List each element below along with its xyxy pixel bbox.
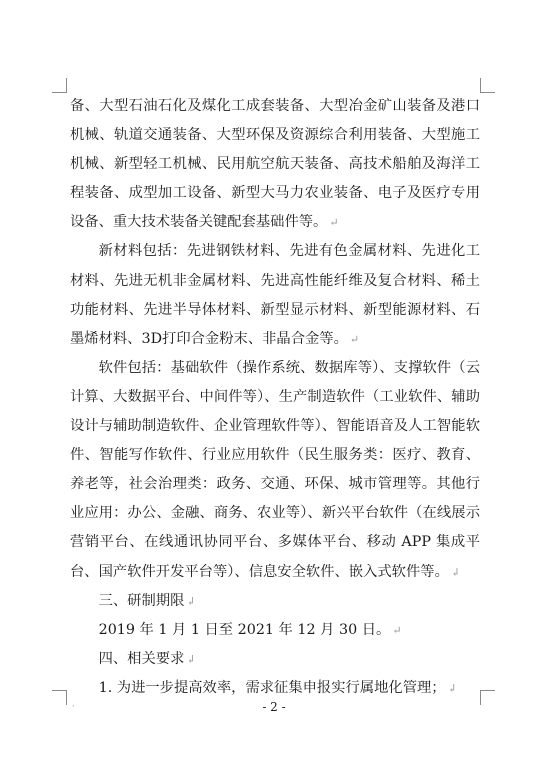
paragraph-text: 1. 为进一步提高效率，需求征集申报实行属地化管理； [98,679,446,696]
paragraph-software [70,354,480,587]
heading-development-period [70,587,480,616]
paragraph-mark: ↵ [329,216,339,230]
heading-text: 三、研制期限 [98,592,185,609]
paragraph-text: 备、大型石油石化及煤化工成套装备、大型冶金矿山装备及港口机械、轨道交通装备、大型环保及资源综合利用装备、大型施工机械、新型轻工机械、民用航空航天装备、高技术船舶及海洋工程装备、成型加工设备、新型大马力农业装备、电子及医疗专用设备、重大技术装备关键配套基础件等。 [70,98,480,231]
crop-mark-top-right [480,78,495,93]
heading-requirements [70,645,480,674]
page-number: - 2 - [262,700,286,714]
crop-mark-top-left [52,78,67,93]
line-break-mark: ↲ [186,594,196,608]
line-break-mark: ↲ [447,681,457,695]
footer-anchor-mark: · [72,702,75,712]
heading-text: 四、相关要求 [98,650,185,667]
paragraph-mark: ↵ [392,623,402,637]
paragraph-text: 2019 年 1 月 1 日至 2021 年 12 月 30 日。 [98,621,391,638]
paragraph-period-dates [70,616,480,645]
paragraph-text: 软件包括：基础软件（操作系统、数据库等）、支撑软件（云计算、大数据平台、中间件等）、生产制造软件（工业软件、辅助设计与辅助制造软件、企业管理软件等）、智能语音及人工智能软件、智能写作软件、行业应用软件（民生服务类：医疗、教育、养老等，社会治理类：政务、交通、环保、城市管理等。其他行业应用：办公、金融、商务、农业等）、新兴平台软件（在线展示营销平台、在线通讯协同平台、多媒体平台、移动 APP 集成平台、国产软件开发平台等）、信息安全软件、嵌入式软件等。 [70,359,480,580]
document-body[interactable] [70,92,480,703]
line-break-mark: ↲ [186,652,196,666]
paragraph-new-materials [70,237,480,353]
line-break-mark: ↲ [450,565,461,579]
paragraph-mark: ↵ [349,332,360,346]
paragraph-text: 新材料包括：先进钢铁材料、先进有色金属材料、先进化工材料、先进无机非金属材料、先进高性能纤维及复合材料、稀土功能材料、先进半导体材料、新型显示材料、新型能源材料、石墨烯材料、3D打印合金粉末、非晶合金等。 [70,243,480,347]
paragraph-equipment-continued [70,92,480,237]
paragraph-requirement-1 [70,674,480,703]
